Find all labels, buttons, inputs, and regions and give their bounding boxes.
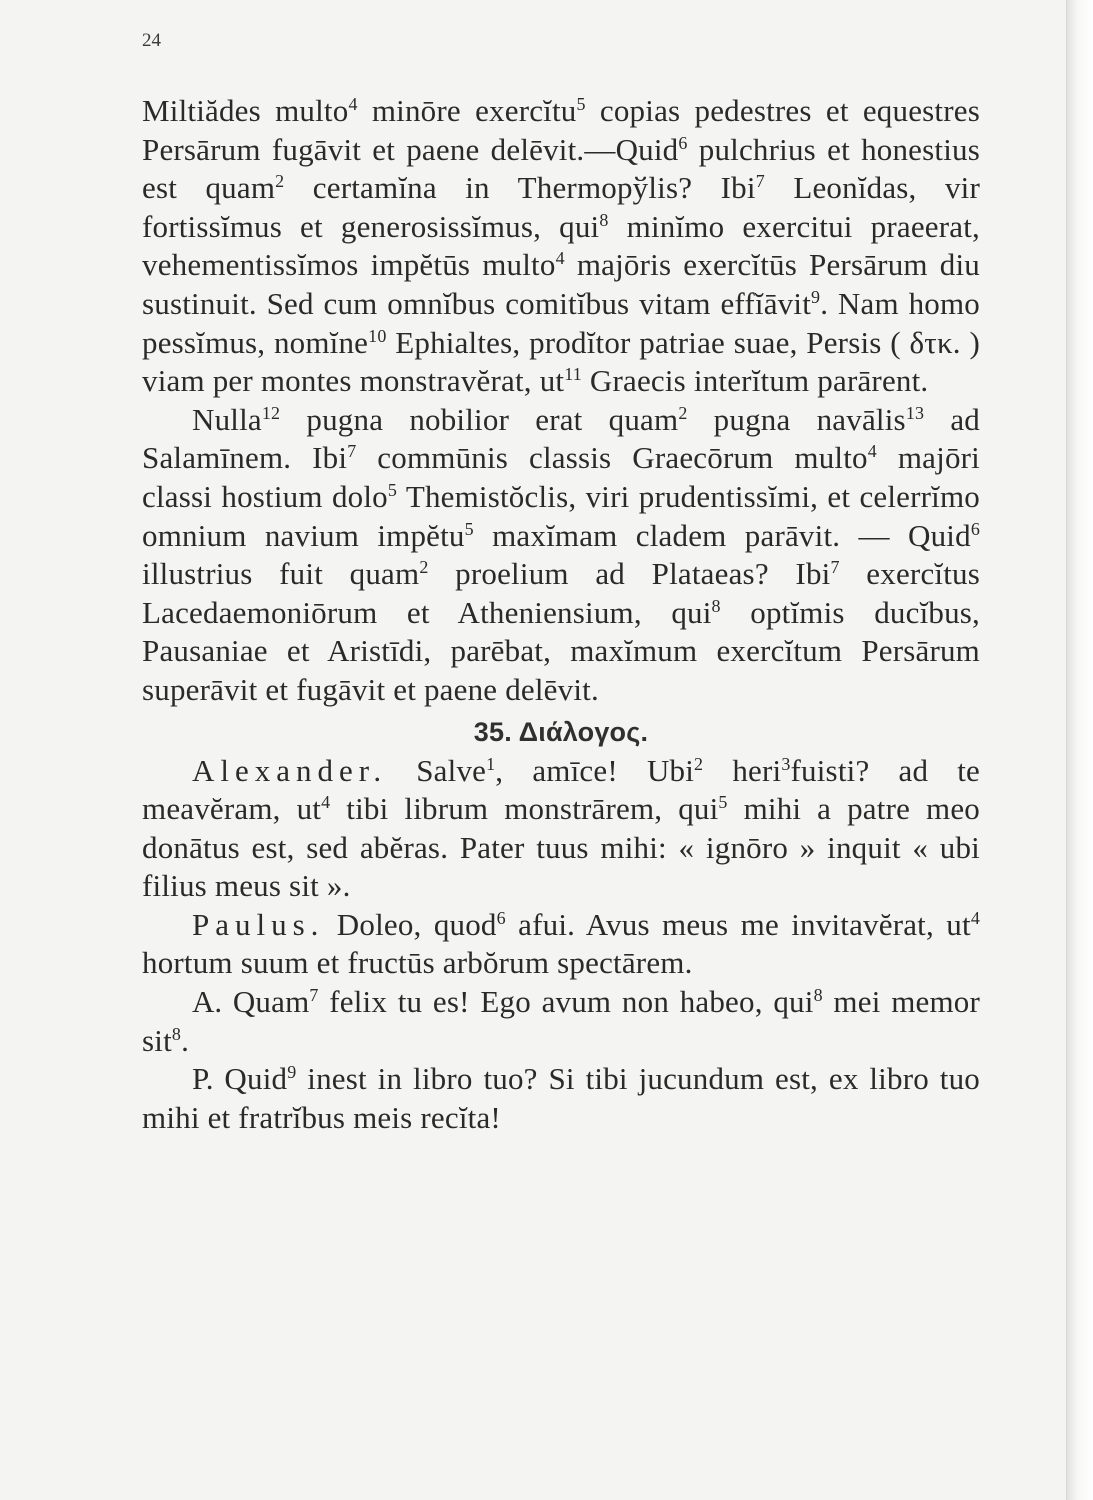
- text-run: heri: [703, 752, 782, 788]
- paragraph-miltiades: [142, 92, 980, 401]
- section-heading: [142, 712, 980, 752]
- footnote-marker: 9: [811, 286, 821, 307]
- text-run: majōri classi hostium dolo: [142, 440, 980, 514]
- text-run: mihi a patre meo donātus est, sed abĕras. Pater tuus mihi: « ignōro » inquit « ubi filius meus sit ».: [142, 791, 981, 904]
- dialogue-line: [142, 983, 980, 1060]
- speaker-name: Alexander.: [192, 752, 388, 788]
- footnote-marker: 10: [368, 325, 387, 346]
- footnote-marker: 4: [555, 248, 565, 269]
- text-run: , amīce! Ubi: [495, 752, 695, 788]
- footnote-marker: 8: [599, 209, 609, 230]
- text-run: commūnis classis Graecōrum multo: [356, 440, 868, 476]
- text-run: tibi librum monstrārem, qui: [330, 791, 719, 827]
- footnote-marker: 4: [321, 791, 331, 812]
- footnote-marker: 5: [387, 479, 398, 500]
- footnote-marker: 7: [755, 171, 765, 192]
- footnote-marker: 13: [905, 402, 925, 423]
- text-run: maxĭmam cladem parāvit. — Quid: [473, 517, 971, 553]
- footnote-marker: 4: [970, 907, 980, 928]
- text-run: Miltiădes multo: [142, 93, 349, 128]
- footnote-marker: 5: [464, 518, 474, 539]
- text-run: mei memor sit: [142, 984, 980, 1058]
- footnote-marker: 8: [711, 595, 721, 616]
- text-run: majōris exercĭtūs Persārum diu sustinuit. Sed cum omnĭbus comitĭbus vitam effĭāvit: [142, 247, 980, 321]
- footnote-marker: 5: [718, 791, 728, 812]
- text-run: Ephialtes, prodĭtor patriae suae, Persis ( δτκ. ) viam per montes monstravĕrat, ut: [142, 324, 980, 399]
- section-number: 35.: [473, 716, 512, 747]
- text-run: proelium ad Plataeas? Ibi: [428, 556, 831, 592]
- text-run: copias pedestres et equestres Persārum fugāvit et paene delēvit.—Quid: [142, 93, 980, 167]
- paragraph-salamis: [142, 401, 980, 710]
- text-run: pulchrius et honestius est quam: [142, 131, 980, 206]
- dialogue-line: [142, 906, 980, 983]
- footnote-marker: 1: [486, 753, 496, 774]
- page-number: 24: [142, 30, 161, 51]
- footnote-marker: 5: [576, 93, 586, 114]
- speaker-name: A.: [192, 984, 223, 1020]
- speaker-name: Paulus.: [192, 906, 325, 942]
- text-run: Nulla: [192, 401, 262, 437]
- footnote-marker: 7: [347, 441, 357, 462]
- dialogue-line: [142, 1060, 980, 1137]
- text-run: .: [181, 1022, 190, 1058]
- footnote-marker: 4: [348, 93, 358, 114]
- text-run: Salve: [387, 752, 487, 788]
- footnote-marker: 2: [678, 402, 688, 423]
- text-run: Quid: [213, 1061, 288, 1097]
- text-run: exercĭtus Lacedaemoniōrum et Atheniensium, qui: [142, 556, 980, 630]
- text-run: ad Salamīnem. Ibi: [142, 401, 981, 476]
- footnote-marker: 2: [419, 556, 429, 577]
- text-run: Quam: [222, 984, 310, 1020]
- text-run: afui. Avus meus me invitavĕrat, ut: [505, 906, 971, 942]
- footnote-marker: 2: [694, 753, 704, 774]
- text-run: felix tu es! Ego avum non habeo, qui: [318, 984, 814, 1020]
- footnote-marker: 6: [678, 132, 688, 153]
- footnote-marker: 4: [867, 441, 877, 462]
- footnote-marker: 8: [813, 984, 823, 1005]
- footnote-marker: 2: [275, 171, 285, 192]
- footnote-marker: 9: [287, 1062, 297, 1083]
- footnote-marker: 7: [309, 984, 319, 1005]
- text-run: certamĭna in Thermopўlis? Ibi: [284, 170, 756, 206]
- text-run: inest in libro tuo? Si tibi jucundum est, ex libro tuo mihi et fratrĭbus meis recĭta!: [142, 1061, 980, 1135]
- text-run: Themistŏclis, viri prudentissĭmi, et celerrĭmo omnium navium impĕtu: [142, 478, 981, 553]
- footnote-marker: 3: [781, 753, 791, 774]
- page-edge: [1066, 0, 1093, 1500]
- text-run: . Nam homo pessĭmus, nomĭne: [142, 285, 980, 360]
- text-block: [142, 92, 980, 1137]
- footnote-marker: 7: [830, 556, 840, 577]
- text-run: fuisti? ad te meavĕram, ut: [142, 752, 981, 827]
- text-run: illustrius fuit quam: [142, 556, 420, 592]
- speaker-name: P.: [192, 1061, 214, 1097]
- footnote-marker: 6: [970, 518, 980, 539]
- text-run: Graecis interĭtum parārent.: [581, 363, 929, 399]
- text-run: hortum suum et fructūs arbŏrum spectārem.: [142, 945, 693, 981]
- text-run: minōre exercĭtu: [357, 93, 577, 128]
- text-run: Doleo, quod: [324, 906, 497, 942]
- text-run: pugna nobilior erat quam: [280, 401, 679, 437]
- text-run: optĭmis ducĭbus, Pausaniae et Aristīdi, parēbat, maxĭmum exercĭtum Persārum superāvit et fugāvit et paene delēvit.: [142, 594, 980, 707]
- footnote-marker: 11: [564, 364, 582, 385]
- section-title: Διάλογος.: [518, 716, 649, 747]
- text-run: minĭmo exercitui praeerat, vehementissĭmos impĕtūs multo: [142, 208, 981, 283]
- text-run: Leonĭdas, vir fortissĭmus et generosissĭmus, qui: [142, 170, 980, 244]
- dialogue-line: [142, 752, 980, 906]
- text-run: pugna navālis: [687, 401, 906, 437]
- footnote-marker: 6: [496, 907, 506, 928]
- footnote-marker: 8: [171, 1023, 182, 1044]
- footnote-marker: 12: [261, 402, 281, 423]
